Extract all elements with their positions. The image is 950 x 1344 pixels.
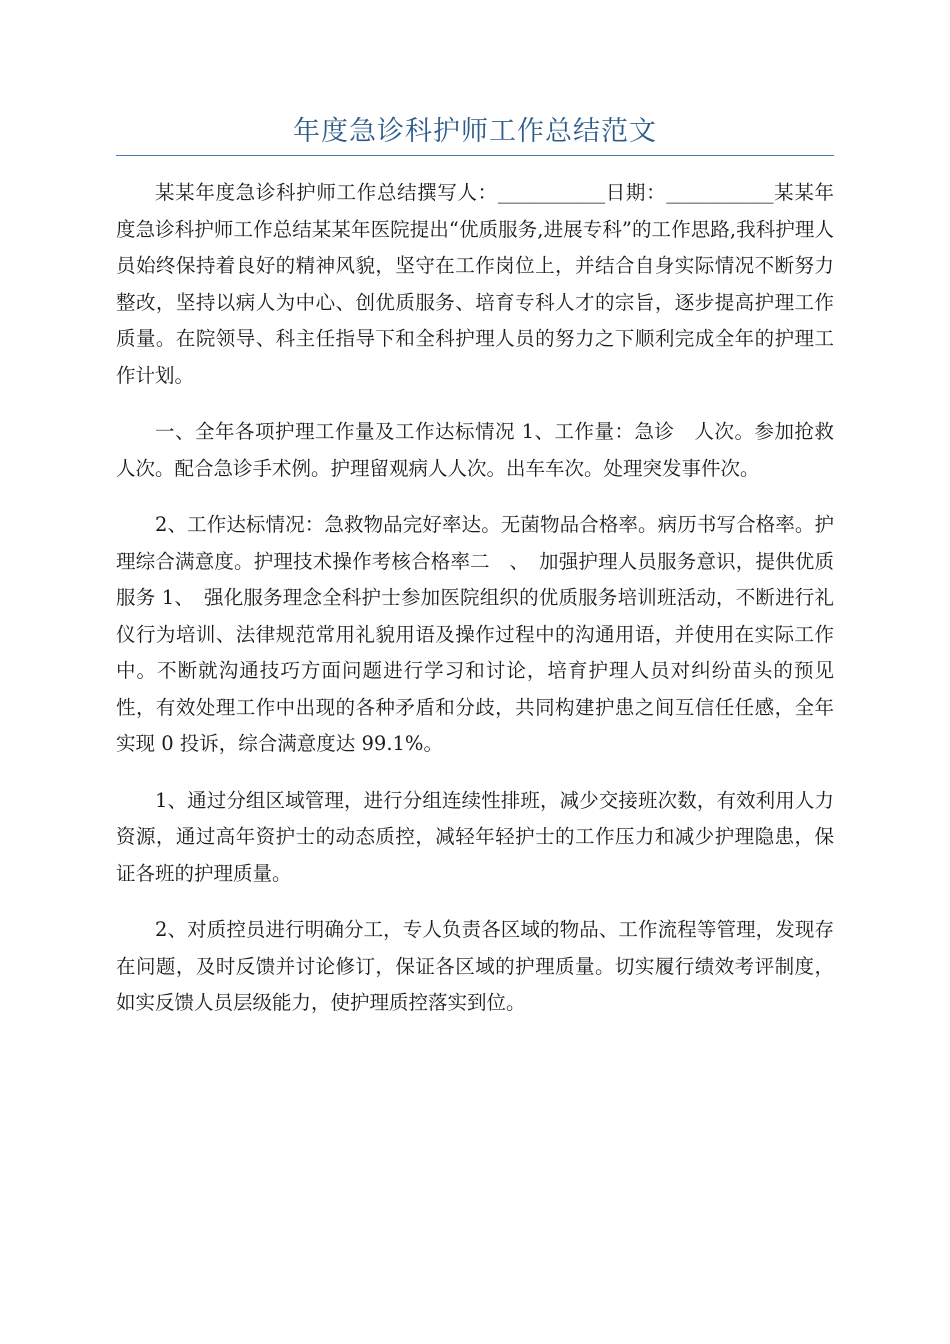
- paragraph-standards: 2、工作达标情况：急救物品完好率达。无菌物品合格率。病历书写合格率。护理综合满意度。护理技术操作考核合格率二 、 加强护理人员服务意识，提供优质服务 1、 强化服务理念全科护士参加医院组织的优质服务培训班活动，不断进行礼仪行为培训、法律规范常用礼貌用语及操作过程中的沟通用语，并使用在实际工作中。不断就沟通技巧方面问题进行学习和讨论，培育护理人员对纠纷苗头的预见性，有效处理工作中出现的各种矛盾和分歧，共同构建护患之间互信任任感，全年实现 0 投诉，综合满意度达 99.1%。: [116, 513, 834, 755]
- paragraph-workload: 一、全年各项护理工作量及工作达标情况 1、工作量：急诊 人次。参加抢救 人次。配合急诊手术例。护理留观病人人次。出车车次。处理突发事件次。: [116, 420, 854, 480]
- document-title: 年度急诊科护师工作总结范文: [293, 116, 657, 147]
- document-body: [116, 175, 854, 1042]
- paragraph-intro: 某某年度急诊科护师工作总结撰写人：___________日期：___________某某年度急诊科护师工作总结某某年医院提出“优质服务,进展专科”的工作思路,我科护理人员始终保持着良好的精神风貌，坚守在工作岗位上，并结合自身实际情况不断努力整改，坚持以病人为中心、创优质服务、培育专科人才的宗旨，逐步提高护理工作质量。在院领导、科主任指导下和全科护理人员的努力之下顺利完成全年的护理工作计划。: [116, 181, 834, 387]
- paragraph-group-management: 1、通过分组区域管理，进行分组连续性排班，减少交接班次数，有效利用人力资源，通过高年资护士的动态质控，减轻年轻护士的工作压力和减少护理隐患，保证各班的护理质量。: [116, 788, 834, 885]
- title-underline: [116, 155, 834, 156]
- paragraph-quality-control: 2、对质控员进行明确分工，专人负责各区域的物品、工作流程等管理，发现存在问题，及时反馈并讨论修订，保证各区域的护理质量。切实履行绩效考评制度，如实反馈人员层级能力，使护理质控落实到位。: [116, 918, 834, 1014]
